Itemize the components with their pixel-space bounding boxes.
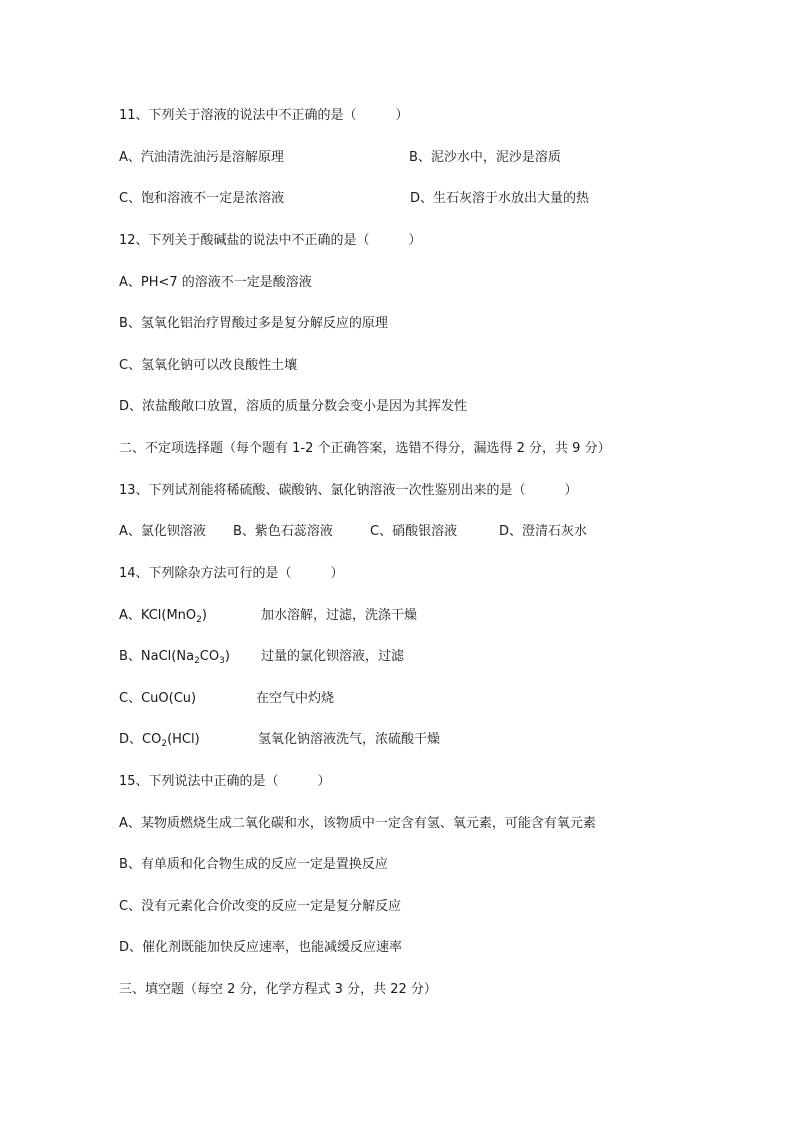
q12-option-d: D、浓盐酸敞口放置，溶质的质量分数会变小是因为其挥发性	[119, 399, 468, 414]
section-3-title: 三、填空题（每空 2 分，化学方程式 3 分，共 22 分）	[119, 982, 437, 997]
q13-stem: 13、下列试剂能将稀硫酸、碳酸钠、氯化钠溶液一次性鉴别出来的是（ ）	[119, 483, 578, 498]
q12-option-b: B、氢氧化铝治疗胃酸过多是复分解反应的原理	[119, 316, 388, 331]
section-2-title: 二、不定项选择题（每个题有 1-2 个正确答案，选错不得分，漏选得 2 分，共 9 分）	[119, 441, 611, 456]
q14-option-d-formula: D、$CO_2(HCl)$	[119, 732, 200, 749]
q11-option-c: C、饱和溶液不一定是浓溶液	[119, 191, 285, 206]
q14-option-a-method: 加水溶解，过滤，洗涤干燥	[261, 608, 418, 623]
q11-option-a: A、汽油清洗油污是溶解原理	[119, 150, 284, 165]
q12-option-a: A、PH<7 的溶液不一定是酸溶液	[119, 275, 312, 290]
q11-stem: 11、下列关于溶液的说法中不正确的是（ ）	[119, 108, 409, 123]
q13-option-b: B、紫色石蕊溶液	[233, 524, 333, 539]
q13-option-c: C、硝酸银溶液	[370, 524, 458, 539]
q11-option-d: D、生石灰溶于水放出大量的热	[410, 191, 590, 206]
q15-option-b: B、有单质和化合物生成的反应一定是置换反应	[119, 857, 388, 872]
q14-option-d-method: 氢氧化钠溶液洗气，浓硫酸干燥	[258, 732, 441, 747]
q14-option-c-method: 在空气中灼烧	[256, 691, 335, 706]
q14-option-c-formula: C、CuO(Cu)	[119, 691, 197, 706]
q15-option-a: A、某物质燃烧生成二氧化碳和水，该物质中一定含有氢、氧元素，可能含有氧元素	[119, 816, 596, 831]
q14-option-a-formula: A、KCl(MnO$_2$)	[119, 608, 207, 625]
q15-option-d: D、催化剂既能加快反应速率，也能减缓反应速率	[119, 940, 403, 955]
q14-option-b-method: 过量的氯化钡溶液，过滤	[261, 649, 405, 664]
q15-option-c: C、没有元素化合价改变的反应一定是复分解反应	[119, 899, 402, 914]
q13-option-a: A、氯化钡溶液	[119, 524, 206, 539]
q14-stem: 14、下列除杂方法可行的是（ ）	[119, 566, 344, 581]
q14-option-b-formula: B、$NaCl(Na_2CO_3)$	[119, 649, 230, 666]
q15-stem: 15、下列说法中正确的是（ ）	[119, 774, 331, 789]
q12-option-c: C、氢氧化钠可以改良酸性土壤	[119, 358, 298, 373]
q13-option-d: D、澄清石灰水	[499, 524, 588, 539]
q11-option-b: B、泥沙水中，泥沙是溶质	[409, 150, 561, 165]
q12-stem: 12、下列关于酸碱盐的说法中不正确的是（ ）	[119, 233, 422, 248]
